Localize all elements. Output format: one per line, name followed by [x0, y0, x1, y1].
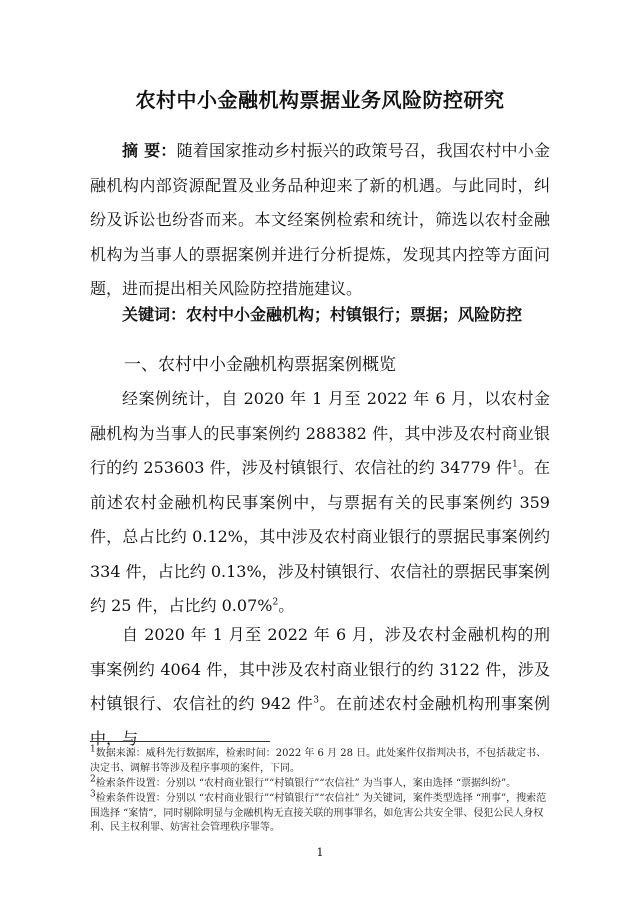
body-paragraph-2 [90, 618, 550, 756]
footnote-3 [90, 789, 552, 836]
footnote-1-text: 数据来源：威科先行数据库，检索时间：2022 年 6 月 28 日。此处案件仅指判决书，不包括裁定书、决定书、调解书等涉及程序事项的案件，下同。 [90, 748, 547, 774]
keywords-text: 农村中小金融机构；村镇银行；票据；风险防控 [186, 305, 523, 324]
footnote-3-mark: 3 [90, 789, 96, 800]
footnote-ref-1: 1 [512, 459, 518, 470]
page-number: 1 [316, 846, 324, 859]
keywords-paragraph [90, 298, 550, 333]
footnote-2-mark: 2 [90, 774, 96, 785]
footnote-ref-2: 2 [272, 597, 279, 608]
body-paragraph-1-text-c: 。 [278, 596, 295, 615]
footnote-1-mark: 1 [90, 744, 96, 755]
body-paragraph-1-text-b: 。在前述农村金融机构民事案例中，与票据有关的民事案例约 359 件，总占比约 0.12%，其中涉及农村商业银行的票据民事案例约 334 件，占比约 0.13%，涉及村镇银行、农信社的票据民事案例约 25 件，占比约 0.07% [90, 458, 550, 615]
footnote-3-text: 检索条件设置：分别以 “农村商业银行”“村镇银行”“农信社” 为关键词，案件类型选择 “刑事”，搜索范围选择 “案情”，同时剔除明显与金融机构无直接关联的刑事罪名，如危害公共安全罪、侵犯公民人身权利、民主权利罪、妨害社会管理秩序罪等。 [90, 793, 547, 833]
abstract-label: 摘 要： [122, 141, 177, 160]
body-paragraph-2-text-a: 自 2020 年 1 月至 2022 年 6 月，涉及农村金融机构的刑事案例约 4064 件，其中涉及农村商业银行的约 3122 件，涉及村镇银行、农信社的约 942 件 [90, 625, 550, 713]
footnote-1 [90, 744, 552, 776]
abstract-paragraph [90, 134, 550, 307]
paper-title: 农村中小金融机构票据业务风险防控研究 [135, 88, 505, 112]
section-heading: 一、农村中小金融机构票据案例概览 [124, 355, 396, 375]
body-paragraph-1 [90, 382, 550, 624]
footnote-2-text: 检索条件设置：分别以 “农村商业银行”“村镇银行”“农信社” 为当事人，案由选择 “票据纠纷”。 [95, 778, 517, 789]
keywords-label: 关键词： [122, 305, 187, 324]
body-paragraph-1-text-a: 经案例统计，自 2020 年 1 月至 2022 年 6 月，以农村金融机构为当事人的民事案例约 288382 件，其中涉及农村商业银行的约 253603 件，涉及村镇银行、农信社的约 34779 件 [90, 389, 550, 477]
footnote-2 [90, 774, 552, 792]
abstract-text: 随着国家推动乡村振兴的政策号召，我国农村中小金融机构内部资源配置及业务品种迎来了新的机遇。与此同时，纠纷及诉讼也纷沓而来。本文经案例检索和统计，筛选以农村金融机构为当事人的票据案例并进行分析提炼，发现其内控等方面问题，进而提出相关风险防控措施建议。 [90, 141, 550, 298]
body-paragraph-2-text-b: 。在前述农村金融机构刑事案例中，与 [90, 694, 550, 748]
footnote-ref-3: 3 [313, 695, 319, 706]
footnote-separator [90, 741, 270, 742]
